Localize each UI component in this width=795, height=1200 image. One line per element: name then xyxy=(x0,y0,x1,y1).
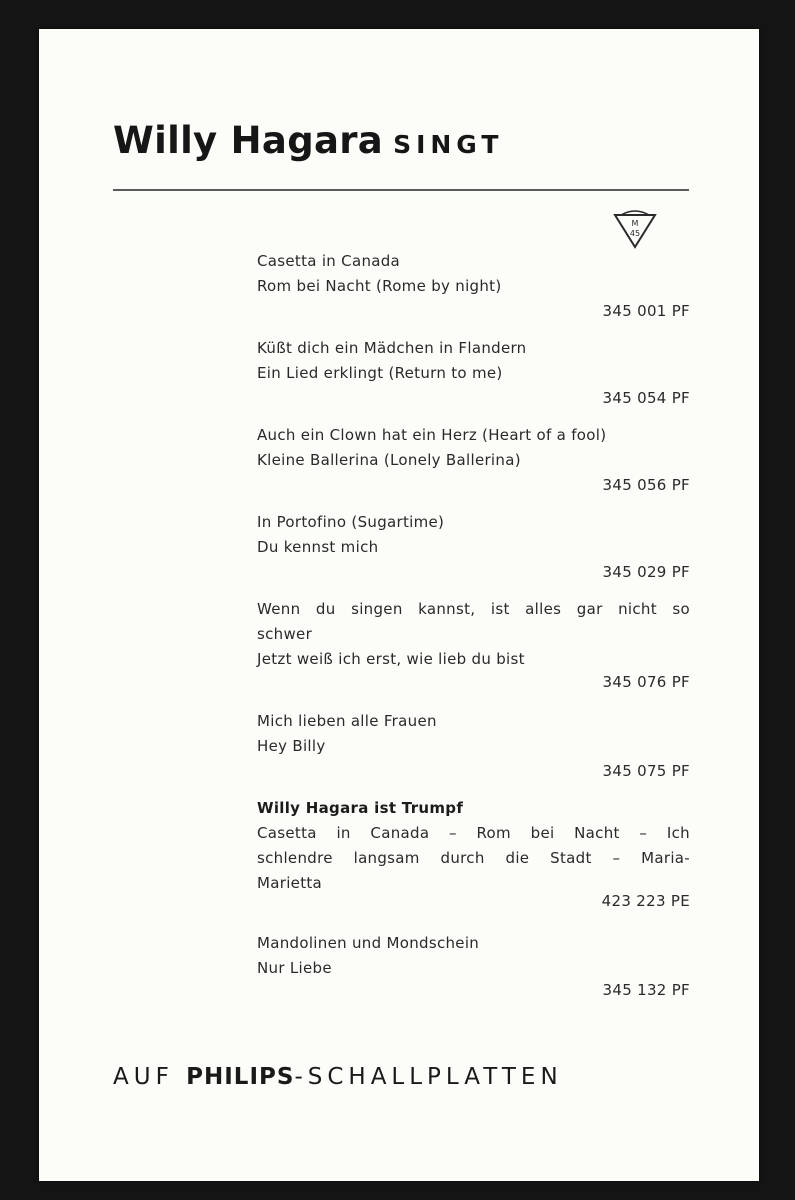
record-entry xyxy=(257,423,690,498)
catalog-number: 345 029 PF xyxy=(602,563,690,581)
heading-rule xyxy=(113,189,689,191)
song-title: Casetta in Canada xyxy=(257,252,401,270)
logo-text-bottom: 45 xyxy=(629,229,641,238)
song-title: Ein Lied erklingt (Return to me) xyxy=(257,364,503,382)
album-tracklist: Casetta in Canada – Rom bei Nacht – Ich xyxy=(257,824,690,842)
song-title: Küßt dich ein Mädchen in Flandern xyxy=(257,339,527,357)
heading xyxy=(113,119,503,162)
song-title: In Portofino (Sugartime) xyxy=(257,513,445,531)
album-tracklist: Marietta xyxy=(257,874,323,892)
label-footer xyxy=(113,1064,563,1090)
catalog-number: 345 132 PF xyxy=(602,981,690,999)
song-title: Mich lieben alle Frauen xyxy=(257,712,437,730)
footer-suffix: -SCHALLPLATTEN xyxy=(294,1064,563,1090)
song-title: Mandolinen und Mondschein xyxy=(257,934,480,952)
catalog-number: 345 056 PF xyxy=(602,476,690,494)
record-entry xyxy=(257,510,690,585)
album-title: Willy Hagara ist Trumpf xyxy=(257,799,464,817)
album-tracklist: schlendre langsam durch die Stadt – Maria- xyxy=(257,849,690,867)
song-title: Nur Liebe xyxy=(257,959,332,977)
record-entry xyxy=(257,597,690,695)
song-title: Du kennst mich xyxy=(257,538,379,556)
song-title-continued: schwer xyxy=(257,625,313,643)
record-entry xyxy=(257,249,690,324)
footer-prefix: AUF xyxy=(113,1064,174,1090)
heading-word: SINGT xyxy=(393,130,504,159)
artist-name: Willy Hagara xyxy=(113,119,384,162)
record-entry xyxy=(257,796,690,914)
philips-m45-logo-icon xyxy=(609,209,661,253)
song-title: Jetzt weiß ich erst, wie lieb du bist xyxy=(257,650,525,668)
song-title: Rom bei Nacht (Rome by night) xyxy=(257,277,502,295)
logo-text-top: M xyxy=(631,219,639,228)
catalog-number: 345 076 PF xyxy=(602,673,690,691)
brand-name: PHILIPS xyxy=(186,1064,295,1090)
catalog-number: 423 223 PE xyxy=(601,892,690,910)
song-title: Kleine Ballerina (Lonely Ballerina) xyxy=(257,451,521,469)
song-title: Hey Billy xyxy=(257,737,326,755)
catalog-number: 345 054 PF xyxy=(602,389,690,407)
song-title: Auch ein Clown hat ein Herz (Heart of a fool) xyxy=(257,426,607,444)
song-title: Wenn du singen kannst, ist alles gar nicht so xyxy=(257,600,690,618)
record-entry xyxy=(257,931,690,1003)
record-card xyxy=(39,29,759,1181)
record-entry xyxy=(257,336,690,411)
catalog-number: 345 001 PF xyxy=(602,302,690,320)
catalog-number: 345 075 PF xyxy=(602,762,690,780)
record-entry xyxy=(257,709,690,784)
